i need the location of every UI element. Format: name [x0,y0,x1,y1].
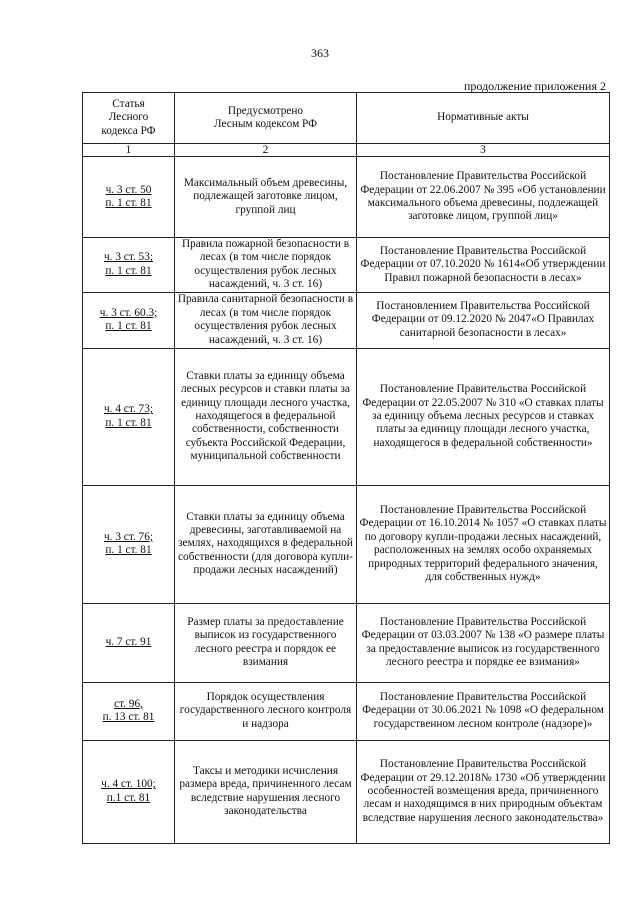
continuation-label: продолжение приложения 2 [464,79,606,93]
column-number-row [83,144,610,157]
act-cell: Постановление Правительства Российской Федерации от 16.10.2014 № 1057 «О ставках платы по договору купли-продажи лесных насаждений, расположенных на землях особо охраняемых природных территорий федерального значения, для собственных нужд» [357,485,610,603]
provision-cell: Правила пожарной безопасности в лесах (в том числе порядок осуществления рубок лесных насаждений, ч. 3 ст. 16) [175,238,357,293]
act-cell: Постановление Правительства Российской Федерации от 29.12.2018№ 1730 «Об утверждении особенностей возмещения вреда, причиненного лесам и находящимся в них природным объектам вследствие нарушения лесного законодательства» [357,740,610,843]
article-link[interactable]: ч. 3 ст. 76; [104,530,153,543]
provision-cell: Ставки платы за единицу объема древесины, заготавливаемой на землях, находящихся в федеральной собственности (для договора купли-продажи лесных насаждений) [175,485,357,603]
act-cell: Постановление Правительства Российской Федерации от 03.03.2007 № 138 «О размере платы за предоставление выписок из государственного лесного реестра и порядке ее взимания» [357,603,610,682]
act-cell: Постановление Правительства Российской Федерации от 22.05.2007 № 310 «О ставках платы за единицу объема лесных ресурсов и ставках платы за единицу площади лесного участка, находящегося в федеральной собственности» [357,348,610,485]
article-link[interactable]: п.1 ст. 81 [106,791,151,804]
article-link[interactable]: п. 1 ст. 81 [105,264,152,277]
article-link[interactable]: ч. 7 ст. 91 [105,635,152,648]
provision-cell: Максимальный объем древесины, подлежащей заготовке лицом, группой лиц [175,157,357,238]
page-number: 363 [311,46,329,60]
header-provision: Предусмотрено Лесным кодексом РФ [175,93,357,144]
article-cell [83,682,175,740]
table-row [83,157,610,238]
column-number: 2 [175,144,357,157]
article-cell [83,348,175,485]
table-header-row [83,93,610,144]
table-row [83,682,610,740]
article-cell [83,485,175,603]
article-link[interactable]: п. 13 ст. 81 [102,711,155,724]
article-link[interactable]: п. 1 ст. 81 [105,416,152,429]
article-cell [83,157,175,238]
act-cell: Постановление Правительства Российской Федерации от 07.10.2020 № 1614«Об утверждении Правил пожарной безопасности в лесах» [357,238,610,293]
article-link[interactable]: ч. 3 ст. 50 [105,183,152,196]
article-link[interactable]: ч. 3 ст. 60.3; [99,306,158,319]
article-link[interactable]: п. 1 ст. 81 [105,544,152,557]
provision-cell: Порядок осуществления государственного лесного контроля и надзора [175,682,357,740]
act-cell: Постановление Правительства Российской Федерации от 22.06.2007 № 395 «Об установлении максимального объема древесины, подлежащей заготовке лицом, группой лиц» [357,157,610,238]
article-cell [83,603,175,682]
article-link[interactable]: ч. 4 ст. 100; [101,778,156,791]
table-row [83,292,610,348]
article-cell [83,292,175,348]
article-cell [83,238,175,293]
article-link[interactable]: ч. 3 ст. 53; [104,251,153,264]
header-acts: Нормативные акты [357,93,610,144]
provision-cell: Ставки платы за единицу объема лесных ресурсов и ставки платы за единицу площади лесного участка, находящегося в федеральной собственности, собственности субъекта Российской Федерации, муниципальной собственности [175,348,357,485]
table-row [83,485,610,603]
provision-cell: Таксы и методики исчисления размера вреда, причиненного лесам вследствие нарушения лесного законодательства [175,740,357,843]
table-row [83,238,610,293]
table-row [83,740,610,843]
act-cell: Постановление Правительства Российской Федерации от 30.06.2021 № 1098 «О федеральном государственном лесном контроле (надзоре)» [357,682,610,740]
column-number: 1 [83,144,175,157]
table-row [83,603,610,682]
act-cell: Постановлением Правительства Российской Федерации от 09.12.2020 № 2047«О Правилах санитарной безопасности в лесах» [357,292,610,348]
article-link[interactable]: ст. 96, [114,697,143,710]
regulations-table [82,92,610,844]
provision-cell: Размер платы за предоставление выписок из государственного лесного реестра и порядок ее взимания [175,603,357,682]
provision-cell: Правила санитарной безопасности в лесах (в том числе порядок осуществления рубок лесных насаждений, ч. 3 ст. 16) [175,292,357,348]
article-link[interactable]: п. 1 ст. 81 [105,197,152,209]
table-row [83,348,610,485]
header-article: Статья Лесного кодекса РФ [83,93,175,144]
article-cell [83,740,175,843]
column-number: 3 [357,144,610,157]
article-link[interactable]: п. 1 ст. 81 [105,320,152,333]
article-link[interactable]: ч. 4 ст. 73; [104,403,153,416]
